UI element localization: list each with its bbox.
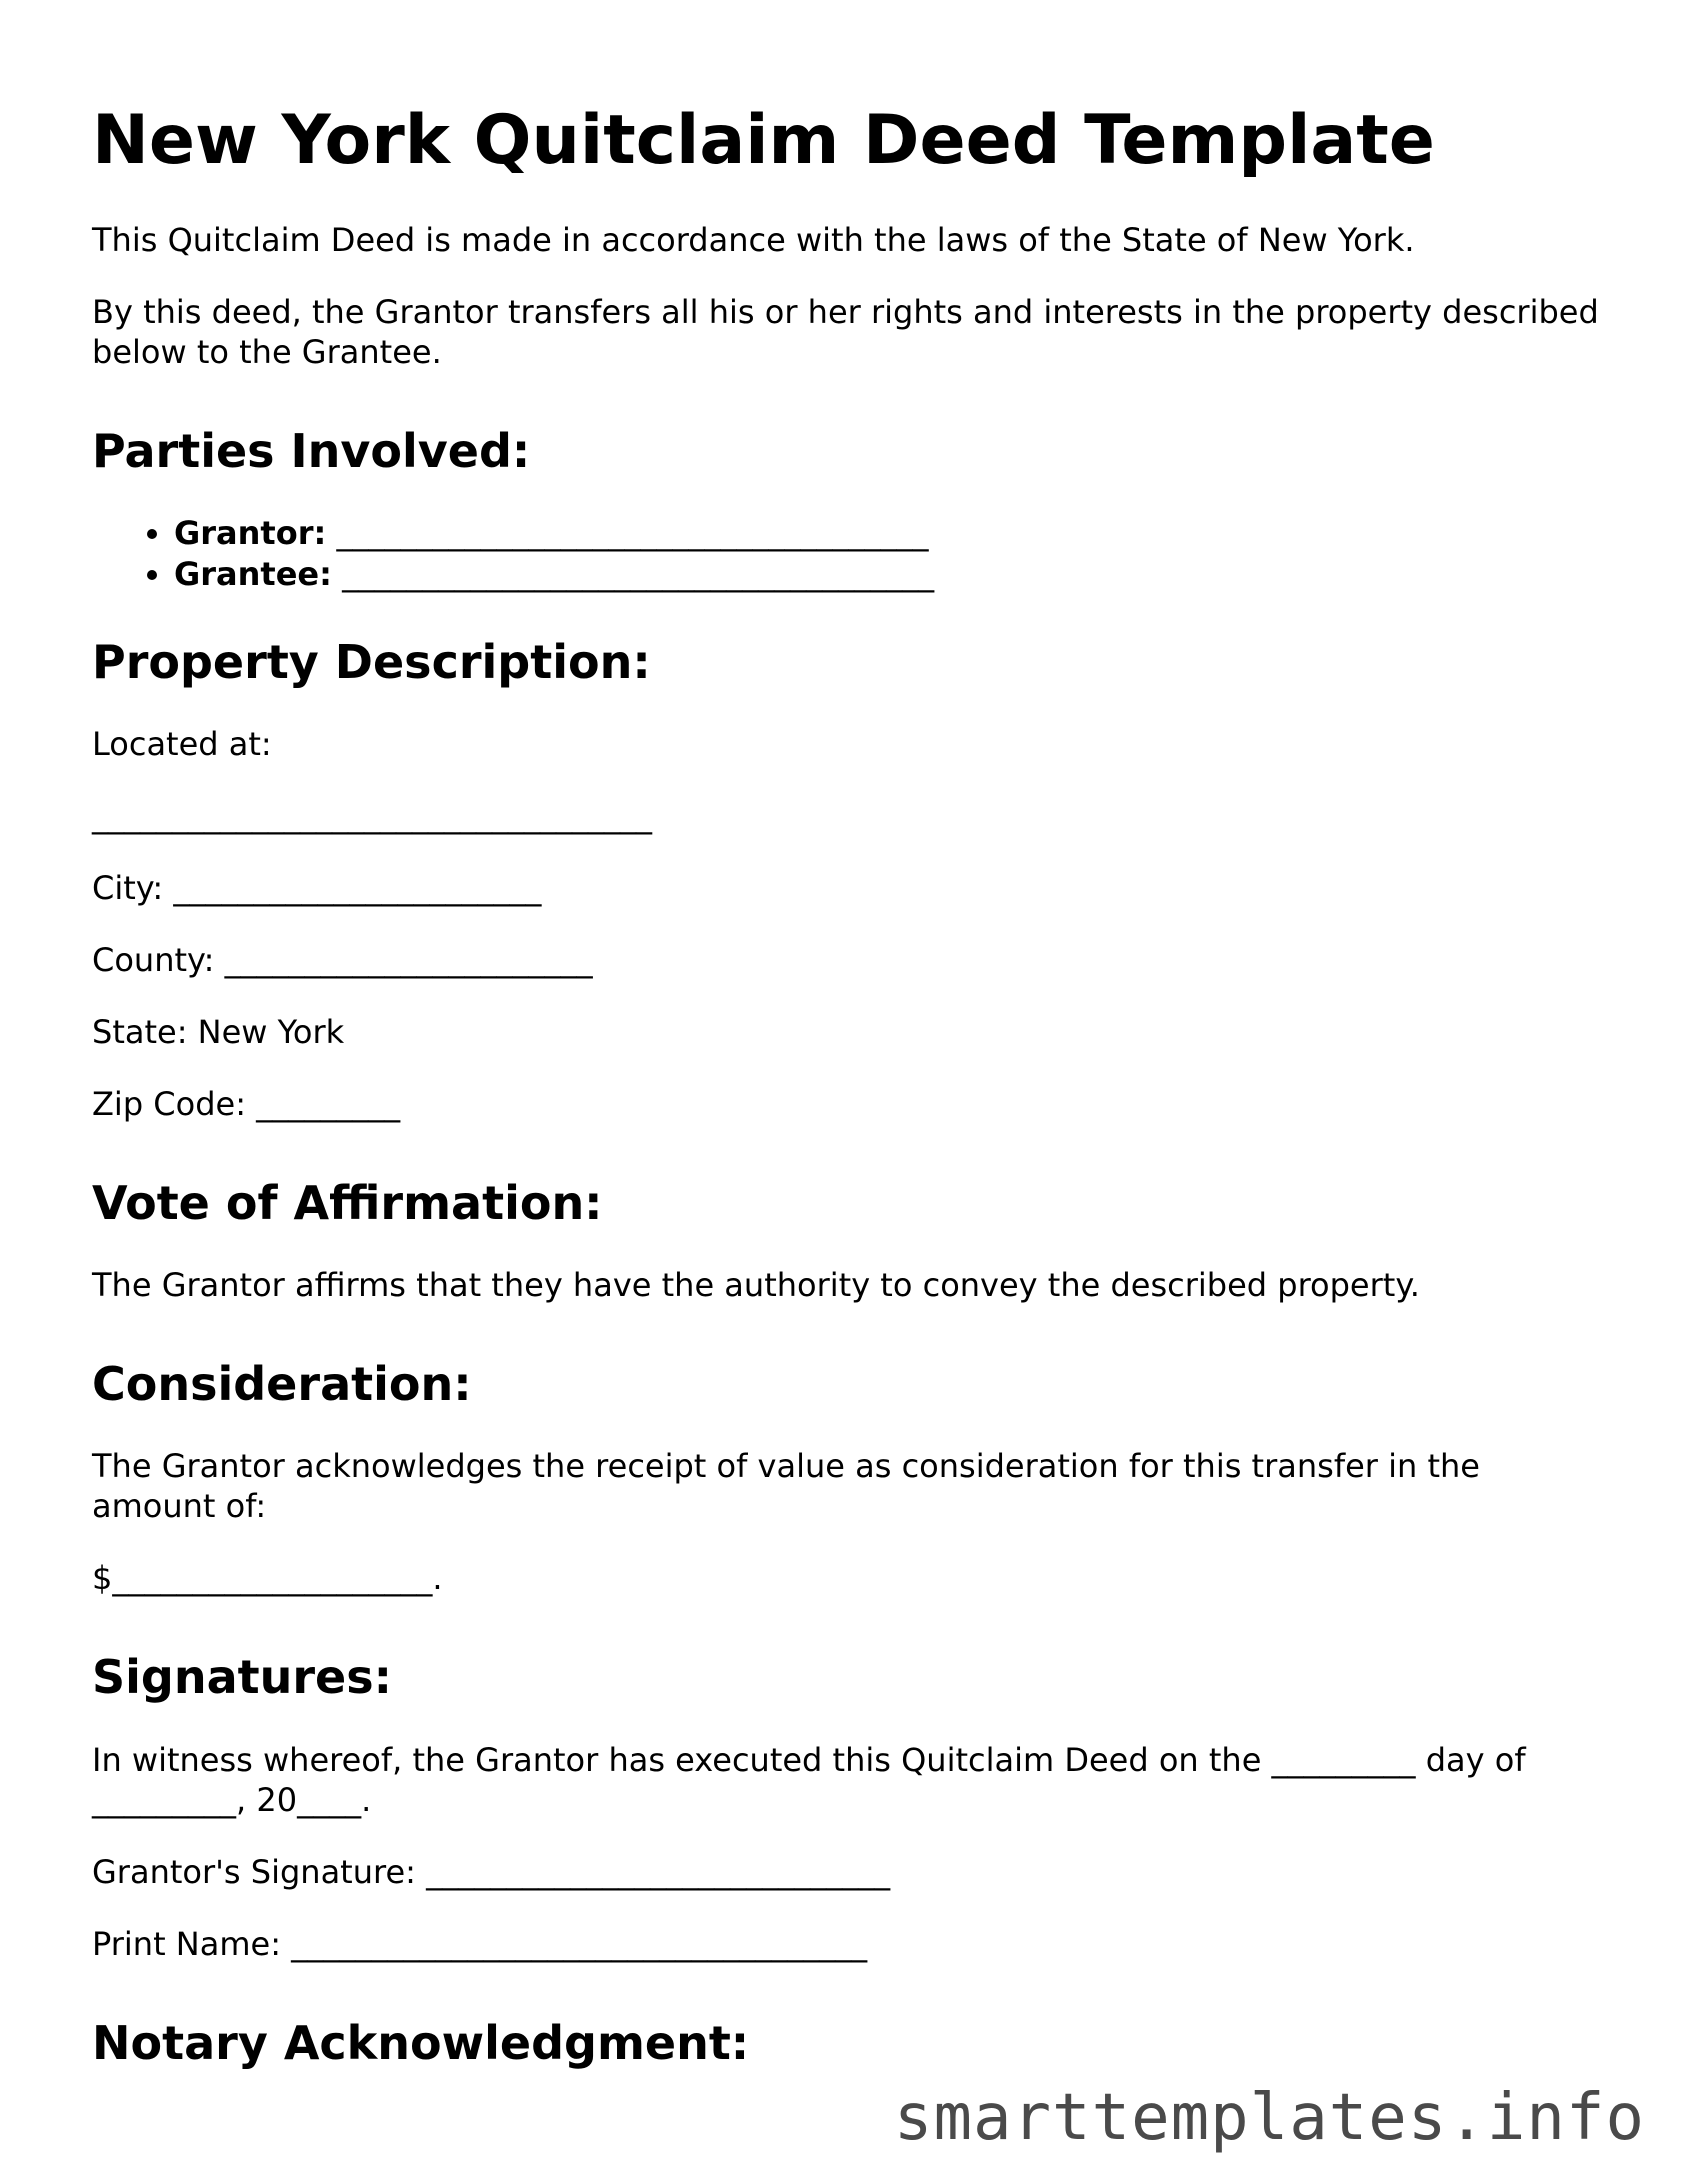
grantor-signature-line: Grantor's Signature: _____________________________	[92, 1852, 891, 1891]
print-name-line: Print Name: ____________________________________	[92, 1924, 868, 1963]
deed-document	[92, 100, 1612, 2105]
parties-heading: Parties Involved:	[92, 423, 531, 478]
affirmation-text: The Grantor affirms that they have the authority to convey the described property.	[92, 1266, 1420, 1305]
signatures-heading: Signatures:	[92, 1650, 393, 1705]
city-field: City: _______________________	[92, 868, 542, 907]
located-label: Located at:	[92, 724, 272, 763]
grantor-blank: _____________________________________	[336, 513, 929, 552]
grantor-item	[174, 513, 1612, 554]
parties-list	[92, 513, 1612, 595]
county-field: County: _______________________	[92, 940, 593, 979]
intro-paragraph-1: This Quitclaim Deed is made in accordance with the laws of the State of New York.	[92, 220, 1415, 259]
consideration-amount: $____________________.	[92, 1559, 443, 1598]
grantee-label: Grantee:	[174, 554, 332, 593]
watermark: smarttemplates.info	[893, 2081, 1645, 2155]
intro-paragraph-2: By this deed, the Grantor transfers all his or her rights and interests in the property described below to the Grantee.	[92, 292, 1599, 371]
grantor-label: Grantor:	[174, 513, 327, 552]
affirmation-heading: Vote of Affirmation:	[92, 1175, 603, 1230]
witness-text: In witness whereof, the Grantor has executed this Quitclaim Deed on the _________ day of _________, 20____.	[92, 1740, 1526, 1819]
state-field: State: New York	[92, 1012, 345, 1051]
zip-field: Zip Code: _________	[92, 1084, 401, 1123]
consideration-text: The Grantor acknowledges the receipt of value as consideration for this transfer in the amount of:	[92, 1447, 1480, 1526]
notary-heading: Notary Acknowledgment:	[92, 2015, 750, 2070]
page-title: New York Quitclaim Deed Template	[92, 101, 1435, 180]
grantee-blank: _____________________________________	[342, 554, 935, 593]
consideration-heading: Consideration:	[92, 1357, 472, 1412]
grantee-item	[174, 554, 1612, 595]
address-blank: ___________________________________	[92, 796, 652, 835]
property-heading: Property Description:	[92, 634, 651, 689]
